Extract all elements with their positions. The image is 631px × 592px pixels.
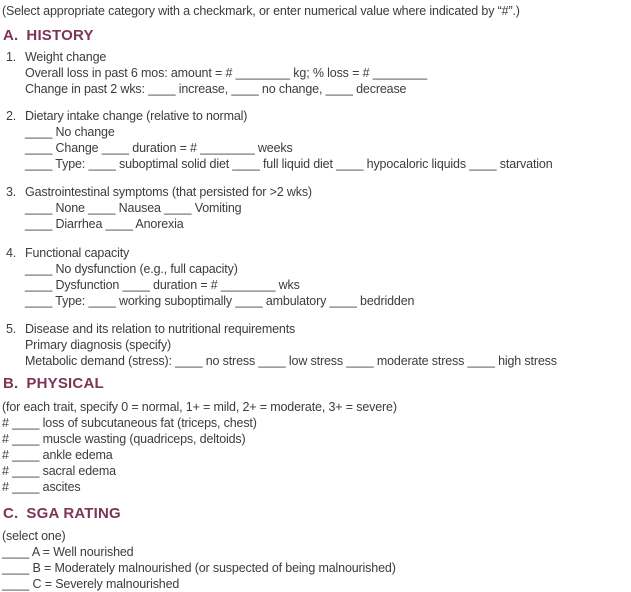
history-item-gi-symptoms (2, 184, 631, 232)
functional-capacity-title: Functional capacity (25, 246, 130, 260)
item-body (25, 49, 631, 97)
item-body (25, 245, 631, 309)
section-c-heading (2, 505, 631, 523)
history-item-functional-capacity (2, 245, 631, 309)
section-c-title: SGA RATING (26, 505, 121, 522)
item-number: 2. (6, 109, 17, 123)
item-body (25, 108, 631, 172)
change-past-2wks-line: Change in past 2 wks: ____ increase, ____ no change, ____ decrease (25, 82, 407, 96)
section-a-letter: A. (3, 27, 19, 44)
section-a-title: HISTORY (26, 27, 94, 44)
sacral-edema-line: # ____ sacral edema (2, 464, 116, 478)
capacity-type-line: ____ Type: ____ working suboptimally ____ ambulatory ____ bedridden (25, 294, 415, 308)
section-b-letter: B. (3, 375, 19, 392)
select-one-note: (select one) (2, 529, 66, 543)
section-a-heading (2, 27, 631, 45)
gi-symptoms-row-1: ____ None ____ Nausea ____ Vomiting (25, 201, 242, 215)
item-body (25, 321, 631, 369)
form-instructions: (Select appropriate category with a checkmark, or enter numerical value where indicated by “#”.) (2, 4, 520, 18)
physical-section-body (2, 399, 631, 495)
subcutaneous-fat-line: # ____ loss of subcutaneous fat (triceps, chest) (2, 416, 257, 430)
dysfunction-duration-line: ____ Dysfunction ____ duration = # ________ wks (25, 278, 300, 292)
overall-loss-line: Overall loss in past 6 mos: amount = # ________ kg; % loss = # ________ (25, 66, 428, 80)
muscle-wasting-line: # ____ muscle wasting (quadriceps, deltoids) (2, 432, 246, 446)
gi-symptoms-title: Gastrointestinal symptoms (that persisted for >2 wks) (25, 185, 312, 199)
diet-type-line: ____ Type: ____ suboptimal solid diet ____ full liquid diet ____ hypocaloric liquids ____ starvation (25, 157, 553, 171)
item-number: 4. (6, 246, 17, 260)
no-dysfunction-line: ____ No dysfunction (e.g., full capacity) (25, 262, 238, 276)
primary-diagnosis-line: Primary diagnosis (specify) (25, 338, 171, 352)
history-item-weight-change (2, 49, 631, 97)
section-c-letter: C. (3, 505, 19, 522)
item-number: 3. (6, 185, 17, 199)
rating-a-line: ____ A = Well nourished (2, 545, 134, 559)
physical-scale-note: (for each trait, specify 0 = normal, 1+ = mild, 2+ = moderate, 3+ = severe) (2, 400, 397, 414)
ankle-edema-line: # ____ ankle edema (2, 448, 113, 462)
disease-relation-title: Disease and its relation to nutritional requirements (25, 322, 296, 336)
item-number: 1. (6, 50, 17, 64)
section-b-title: PHYSICAL (26, 375, 104, 392)
weight-change-title: Weight change (25, 50, 107, 64)
section-b-heading (2, 375, 631, 393)
rating-c-line: ____ C = Severely malnourished (2, 577, 180, 591)
gi-symptoms-row-2: ____ Diarrhea ____ Anorexia (25, 217, 184, 231)
rating-b-line: ____ B = Moderately malnourished (or suspected of being malnourished) (2, 561, 396, 575)
sga-rating-body (2, 528, 631, 592)
metabolic-demand-line: Metabolic demand (stress): ____ no stress ____ low stress ____ moderate stress ____ high stress (25, 354, 557, 368)
change-duration-line: ____ Change ____ duration = # ________ weeks (25, 141, 293, 155)
dietary-intake-title: Dietary intake change (relative to normal) (25, 109, 248, 123)
history-item-dietary-intake (2, 108, 631, 172)
history-item-disease-relation (2, 321, 631, 369)
ascites-line: # ____ ascites (2, 480, 81, 494)
item-body (25, 184, 631, 232)
item-number: 5. (6, 322, 17, 336)
no-change-line: ____ No change (25, 125, 115, 139)
